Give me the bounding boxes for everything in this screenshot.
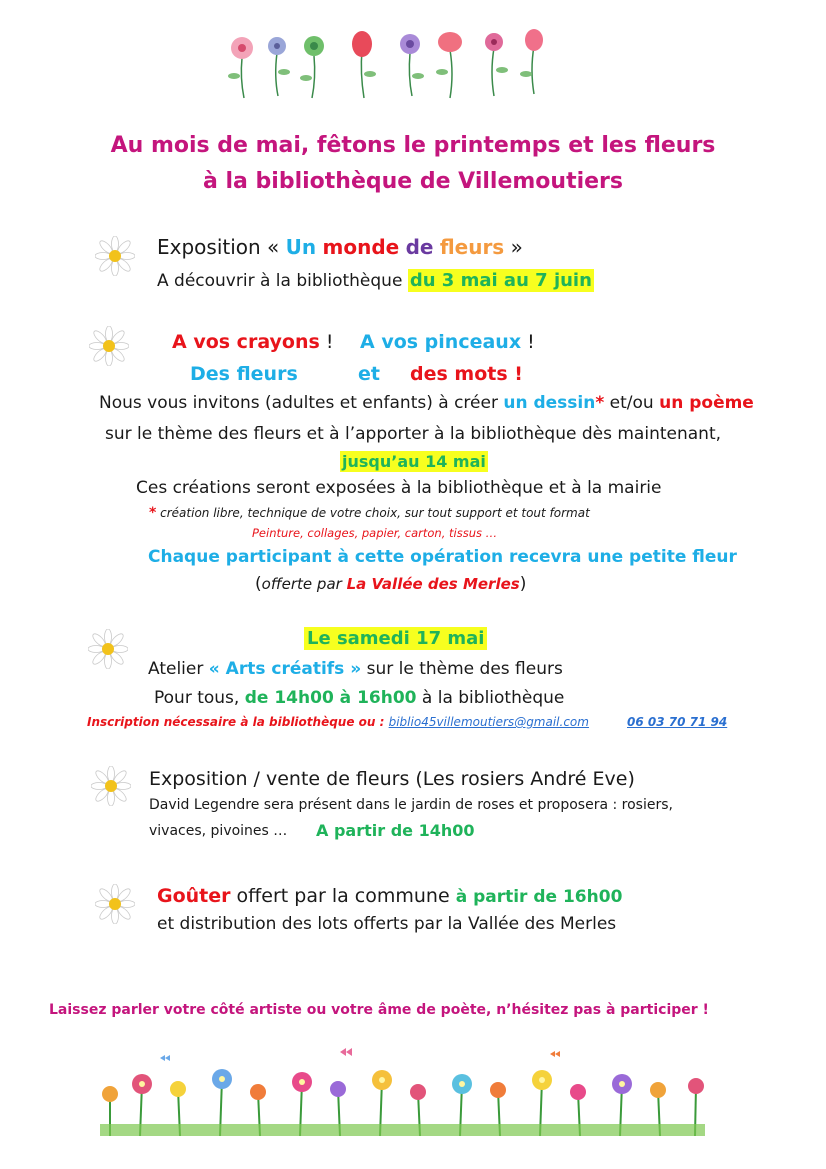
crayons-line (172, 331, 333, 353)
note-line (149, 505, 590, 521)
atelier-date: Le samedi 17 mai (304, 627, 487, 650)
inscription-text: Inscription nécessaire à la bibliothèque ou : (87, 715, 389, 729)
exposition-title (157, 235, 523, 259)
theme-line: sur le thème des fleurs et à l’apporter à la bibliothèque dès maintenant, (105, 424, 722, 444)
excl-2: ! (521, 331, 535, 353)
gouter-from: à partir de 16h00 (455, 887, 623, 907)
phone-link[interactable]: 06 03 70 71 94 (627, 715, 728, 729)
page-subtitle: à la bibliothèque de Villemoutiers (202, 169, 623, 194)
pinceaux-line (360, 331, 535, 353)
daisy-icon (91, 766, 131, 806)
daisy-icon (88, 629, 128, 669)
vente-title: Exposition / vente de fleurs (Les rosiers André Eve) (149, 768, 635, 790)
exposed-line: Ces créations seront exposées à la bibliothèque et à la mairie (136, 478, 662, 498)
exposition-label: Exposition « (157, 235, 286, 259)
gouter-line-2: et distribution des lots offerts par la Vallée des Merles (157, 914, 617, 934)
et-ou: et/ou (604, 393, 660, 413)
participant-line: Chaque participant à cette opération recevra une petite fleur (148, 547, 737, 567)
daisy-icon (89, 326, 129, 366)
vente-line-2: vivaces, pivoines … (149, 823, 288, 839)
exposition-dates: du 3 mai au 7 juin (409, 270, 592, 291)
offered-by: offerte par (261, 575, 347, 593)
a-vos-pinceaux: A vos pinceaux (360, 331, 522, 353)
un-dessin: un dessin (503, 393, 596, 413)
note-text: création libre, technique de votre choix, sur tout support et tout format (156, 506, 590, 520)
atelier-line (148, 659, 563, 679)
star: * (595, 393, 605, 413)
daisy-icon (95, 884, 135, 924)
flower-meadow-icon (100, 1044, 705, 1136)
et: et (358, 363, 380, 385)
exposition-word-1: Un (285, 235, 317, 259)
inscription-line (87, 715, 589, 729)
atelier-lieu: à la bibliothèque (416, 688, 565, 708)
arts-creatifs: « Arts créatifs » (208, 659, 362, 679)
exposition-word-2: monde (322, 235, 400, 259)
atelier-rest: sur le thème des fleurs (361, 659, 563, 679)
atelier-label: Atelier (148, 659, 209, 679)
gouter-word: Goûter (157, 885, 231, 907)
vallee-des-merles: La Vallée des Merles (346, 575, 520, 593)
excl-1: ! (319, 331, 334, 353)
un-poeme: un poème (659, 393, 754, 413)
exposition-word-3: de (405, 235, 434, 259)
paren-close: ) (519, 574, 527, 594)
pour-tous: Pour tous, (154, 688, 245, 708)
footer-text: Laissez parler votre côté artiste ou votre âme de poète, n’hésitez pas à participer ! (49, 1002, 709, 1018)
exposition-discover (157, 270, 594, 291)
invite-line (99, 393, 754, 413)
materials: Peinture, collages, papier, carton, tissus … (252, 526, 498, 540)
atelier-hours: de 14h00 à 16h00 (244, 688, 417, 708)
deadline: jusqu’au 14 mai (342, 452, 486, 471)
daisy-icon (95, 236, 135, 276)
vente-from: A partir de 14h00 (316, 821, 475, 840)
vente-line-1: David Legendre sera présent dans le jardin de roses et proposera : rosiers, (149, 797, 673, 813)
offered-line (255, 574, 526, 594)
flower-row-icon (222, 28, 552, 100)
page-title: Au mois de mai, fêtons le printemps et les fleurs (110, 133, 716, 158)
pour-tous-line (154, 688, 564, 708)
exposition-close: » (504, 235, 523, 259)
note-star: * (149, 505, 157, 521)
des-fleurs: Des fleurs (190, 363, 298, 385)
des-mots: des mots ! (410, 363, 523, 385)
a-vos-crayons: A vos crayons (172, 331, 320, 353)
gouter-offert: offert par la commune (230, 885, 456, 907)
paren-open: ( (255, 574, 262, 594)
discover-text: A découvrir à la bibliothèque (157, 271, 408, 291)
gouter-line (157, 885, 622, 907)
exposition-word-4: fleurs (439, 235, 505, 259)
email-link[interactable]: biblio45villemoutiers@gmail.com (388, 715, 589, 729)
invite-text: Nous vous invitons (adultes et enfants) à créer (99, 393, 504, 413)
